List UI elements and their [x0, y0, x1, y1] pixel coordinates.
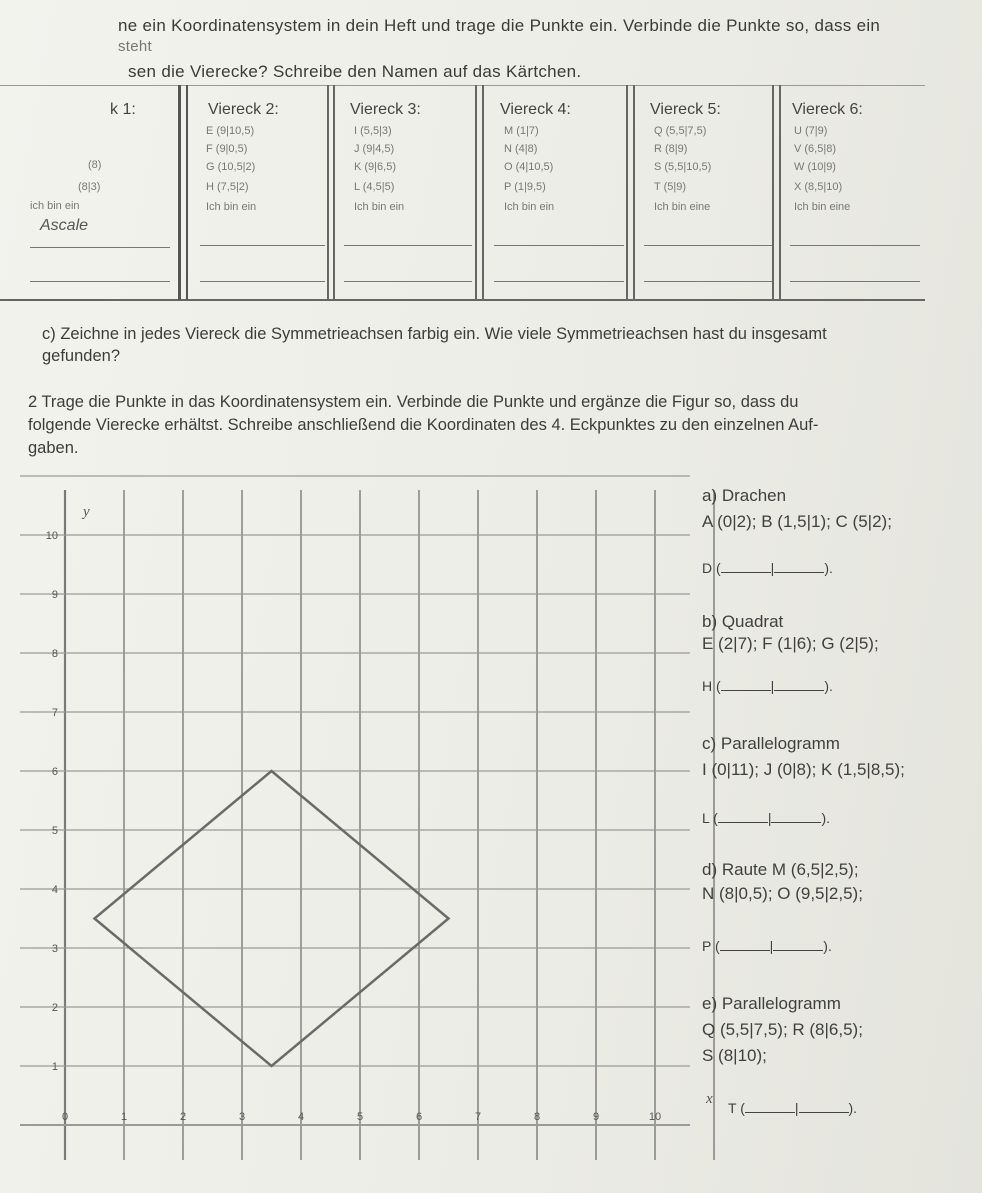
column-divider — [772, 85, 774, 300]
intro-line-3: sen die Vierecke? Schreibe den Namen auf das Kärtchen. — [128, 62, 582, 81]
exercise-b-given: E (2|7); F (1|6); G (2|5); — [702, 634, 879, 653]
drawn-quadrilateral — [95, 771, 449, 1066]
x-tick-label: 4 — [297, 1111, 305, 1123]
y-tick-label: 10 — [45, 530, 58, 542]
y-axis-label: y — [83, 504, 90, 520]
x-tick-label: 3 — [238, 1111, 246, 1123]
exercise-c-answer[interactable] — [702, 808, 830, 826]
x-tick-label: 7 — [474, 1111, 482, 1123]
column-heading: Viereck 4: — [500, 101, 571, 118]
answer-suffix: ). — [821, 810, 831, 826]
y-answer-blank[interactable] — [771, 808, 821, 823]
x-answer-blank[interactable] — [721, 558, 771, 573]
y-tick-label: 4 — [51, 884, 58, 896]
point-label: H (7,5|2) — [206, 181, 249, 193]
y-answer-blank[interactable] — [774, 558, 824, 573]
answer-prompt: Ich bin ein — [504, 201, 555, 213]
point-label: X (8,5|10) — [794, 181, 843, 193]
point-label: J (9|4,5) — [354, 143, 395, 155]
y-tick-label: 6 — [51, 766, 58, 778]
table-top-line — [0, 85, 925, 86]
answer-suffix: ). — [824, 560, 833, 576]
answer-separator: | — [770, 560, 775, 576]
point-label: Q (5,5|7,5) — [654, 125, 707, 137]
column-heading: Viereck 3: — [350, 101, 421, 118]
column-divider — [333, 85, 335, 300]
table-bottom-line — [0, 299, 925, 301]
answer-separator: | — [794, 1100, 799, 1116]
x-tick-label: 0 — [61, 1111, 69, 1123]
point-label: (8) — [88, 159, 102, 171]
exercise-b-answer[interactable] — [702, 676, 833, 694]
x-tick-label: 6 — [415, 1111, 423, 1123]
point-label: O (4|10,5) — [504, 161, 554, 173]
answer-suffix: ). — [848, 1100, 858, 1116]
answer-prompt: Ich bin ein — [354, 201, 405, 213]
y-tick-label: 8 — [51, 648, 58, 660]
task-c-line-2: gefunden? — [42, 347, 120, 365]
point-label: M (1|7) — [504, 125, 539, 137]
y-tick-label: 2 — [51, 1002, 58, 1014]
answer-prompt: ich bin ein — [30, 200, 80, 212]
column-heading: Viereck 5: — [650, 101, 721, 118]
intro-line-2: steht — [118, 38, 153, 55]
answer-line — [30, 247, 170, 248]
column-divider — [186, 85, 188, 300]
answer-prompt: Ich bin eine — [654, 201, 711, 213]
point-label: N (4|8) — [504, 143, 538, 155]
answer-prefix: P ( — [702, 938, 720, 954]
x-tick-label: 9 — [592, 1111, 600, 1123]
y-tick-label: 1 — [51, 1061, 58, 1073]
x-tick-label: 8 — [533, 1111, 541, 1123]
column-divider — [633, 85, 635, 300]
y-answer-blank[interactable] — [774, 676, 824, 691]
task-c-line-1: c) Zeichne in jedes Viereck die Symmetrieachsen farbig ein. Wie viele Symmetrieachsen hast du insgesamt — [42, 325, 827, 343]
answer-line[interactable] — [644, 245, 772, 246]
column-divider — [178, 85, 181, 300]
point-label: F (9|0,5) — [206, 143, 248, 155]
exercise-e-given-1: Q (5,5|7,5); R (8|6,5); — [702, 1020, 863, 1039]
exercise-d-answer[interactable] — [702, 936, 832, 954]
exercise-c-title: c) Parallelogramm — [702, 734, 840, 753]
point-label: E (9|10,5) — [206, 125, 255, 137]
answer-line[interactable] — [344, 245, 472, 246]
answer-prompt: Ich bin eine — [794, 201, 851, 213]
answer-line[interactable] — [790, 281, 920, 282]
point-label: I (5,5|3) — [354, 125, 392, 137]
column-divider — [626, 85, 628, 300]
tick-labels — [46, 530, 661, 1123]
y-tick-label: 7 — [51, 707, 58, 719]
x-tick-label: 5 — [356, 1111, 364, 1123]
x-answer-blank[interactable] — [721, 676, 771, 691]
x-answer-blank[interactable] — [718, 808, 768, 823]
x-axis-label: x — [706, 1091, 713, 1107]
point-label: L (4,5|5) — [354, 181, 395, 193]
task-2-line-2: folgende Vierecke erhältst. Schreibe anschließend die Koordinaten des 4. Eckpunktes zu den einzelnen Auf- — [28, 416, 819, 434]
answer-line[interactable] — [494, 245, 624, 246]
column-heading: Viereck 6: — [792, 101, 863, 118]
answer-prefix: T ( — [728, 1100, 745, 1116]
answer-line[interactable] — [344, 281, 472, 282]
point-label: W (10|9) — [794, 161, 836, 173]
point-label: G (10,5|2) — [206, 161, 256, 173]
task-2-line-1: 2 Trage die Punkte in das Koordinatensystem ein. Verbinde die Punkte und ergänze die Figur so, dass du — [28, 393, 799, 411]
point-label: P (1|9,5) — [504, 181, 546, 193]
y-answer-blank[interactable] — [799, 1098, 849, 1113]
exercise-e-given-2: S (8|10); — [702, 1046, 767, 1065]
answer-line — [30, 281, 170, 282]
column-divider — [779, 85, 781, 300]
answer-suffix: ). — [823, 938, 832, 954]
answer-separator: | — [770, 678, 775, 694]
x-answer-blank[interactable] — [745, 1098, 795, 1113]
point-label: K (9|6,5) — [354, 161, 396, 173]
exercise-d-title: d) Raute M (6,5|2,5); — [702, 860, 859, 879]
point-label: S (5,5|10,5) — [654, 161, 712, 173]
handwritten-answer: Ascale — [40, 217, 89, 234]
exercise-a-given: A (0|2); B (1,5|1); C (5|2); — [702, 512, 892, 531]
intro-line-1: ne ein Koordinatensystem in dein Heft und trage die Punkte ein. Verbinde die Punkte so, dass ein — [118, 16, 881, 35]
exercise-a-answer[interactable] — [702, 558, 833, 576]
point-label: T (5|9) — [654, 181, 686, 193]
task-2-line-3: gaben. — [28, 439, 79, 457]
answer-prefix: D ( — [702, 560, 721, 576]
answer-prefix: L ( — [702, 810, 718, 826]
exercise-e-answer[interactable] — [728, 1098, 857, 1116]
y-tick-label: 3 — [51, 943, 58, 955]
exercise-d-given: N (8|0,5); O (9,5|2,5); — [702, 884, 863, 903]
answer-line[interactable] — [494, 281, 624, 282]
column-heading: Viereck 2: — [208, 101, 279, 118]
point-label: U (7|9) — [794, 125, 828, 137]
column-divider — [327, 85, 329, 300]
answer-line[interactable] — [200, 281, 325, 282]
answer-prefix: H ( — [702, 678, 721, 694]
answer-prompt: Ich bin ein — [206, 201, 257, 213]
answer-line[interactable] — [644, 281, 772, 282]
exercise-b-title: b) Quadrat — [702, 612, 784, 631]
point-label: (8|3) — [78, 181, 101, 193]
exercise-a-title: a) Drachen — [702, 486, 787, 505]
point-label: R (8|9) — [654, 143, 688, 155]
x-tick-label: 10 — [648, 1111, 662, 1123]
x-answer-blank[interactable] — [720, 936, 770, 951]
answer-separator: | — [769, 938, 774, 954]
column-divider — [482, 85, 484, 300]
column-heading: k 1: — [110, 101, 136, 118]
exercise-c-given: I (0|11); J (0|8); K (1,5|8,5); — [702, 760, 905, 779]
viereck-table — [0, 85, 925, 300]
y-tick-label: 9 — [51, 589, 58, 601]
point-label: V (6,5|8) — [794, 143, 836, 155]
coordinate-grid[interactable] — [0, 470, 713, 1170]
answer-suffix: ). — [824, 678, 833, 694]
x-tick-label: 2 — [179, 1111, 187, 1123]
answer-line[interactable] — [200, 245, 325, 246]
y-tick-label: 5 — [51, 825, 58, 837]
x-tick-label: 1 — [120, 1111, 128, 1123]
answer-separator: | — [767, 810, 772, 826]
column-divider — [475, 85, 477, 300]
answer-line[interactable] — [790, 245, 920, 246]
exercise-e-title: e) Parallelogramm — [702, 994, 841, 1013]
y-answer-blank[interactable] — [773, 936, 823, 951]
grid-lines — [20, 476, 714, 1160]
